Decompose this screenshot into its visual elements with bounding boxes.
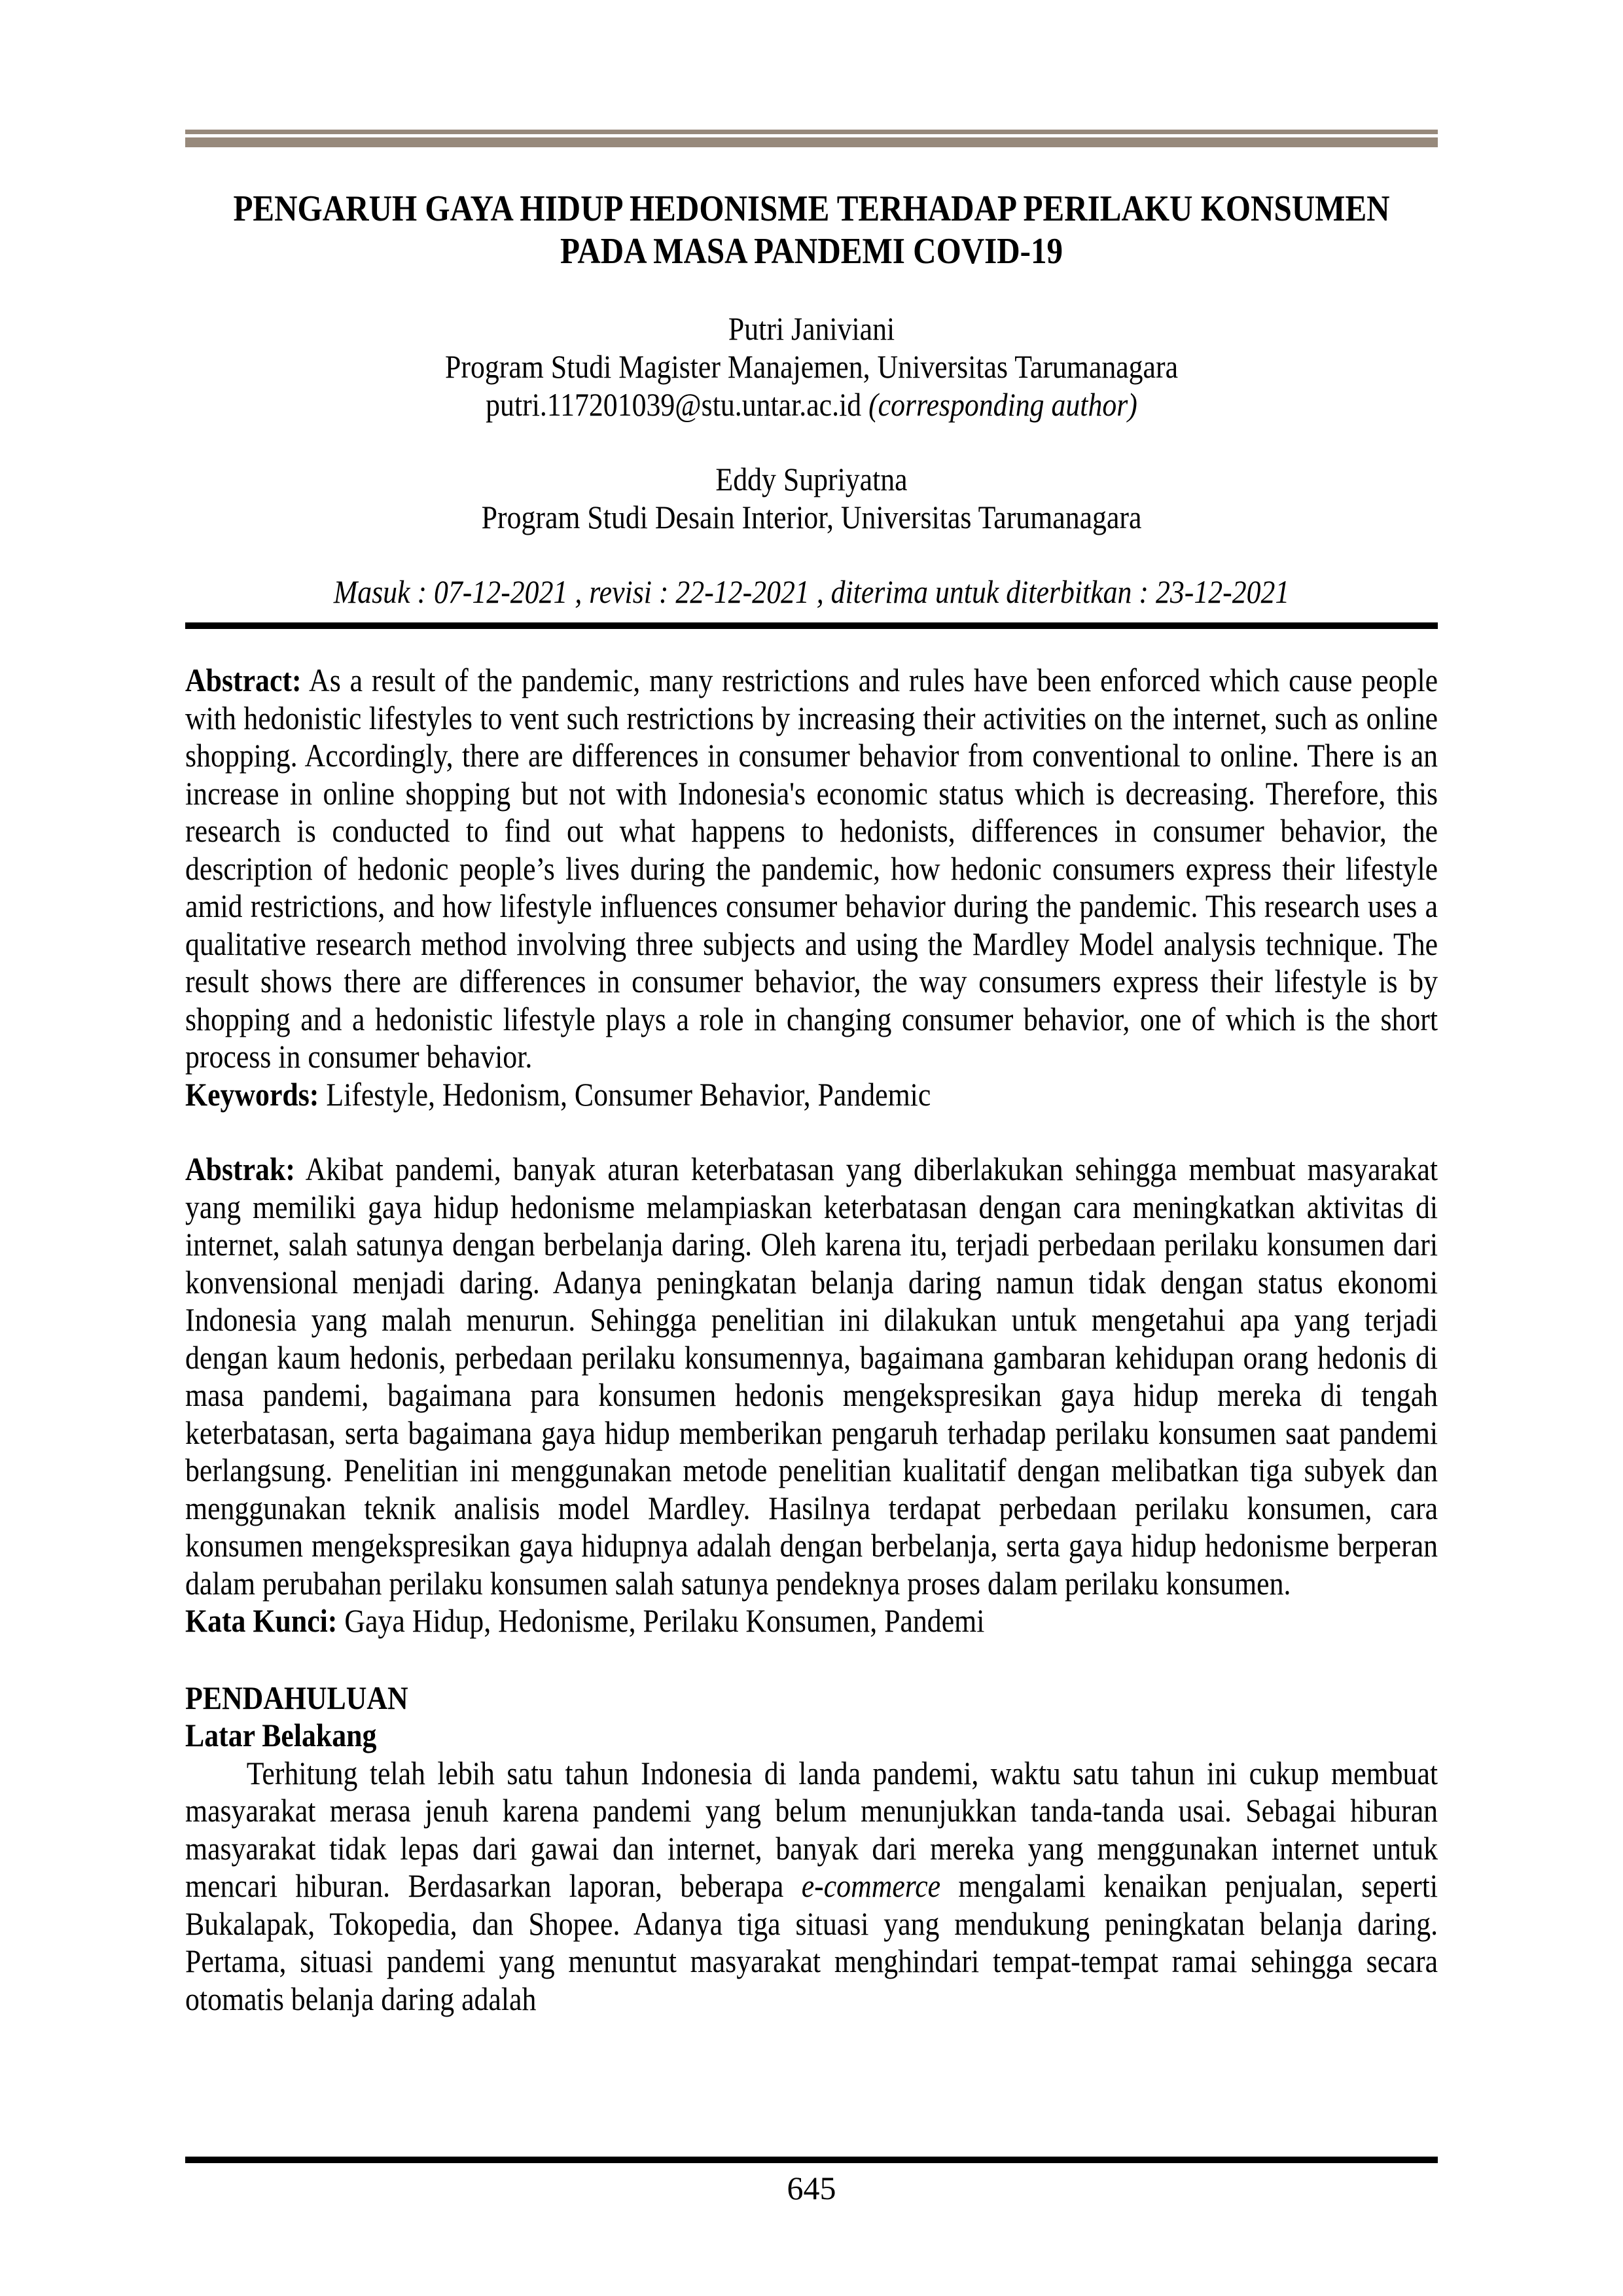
paper-title [185,188,1438,273]
keywords-english: Keywords: Lifestyle, Hedonism, Consumer Behavior, Pandemic [185,1075,931,1113]
subsection-heading-latar-belakang: Latar Belakang [185,1717,377,1753]
page-footer [185,2157,1438,2207]
abstract-english: Abstract: As a result of the pandemic, many restrictions and rules have been enforced which cause people with hedonistic lifestyles to vent such restrictions by increasing their activities on the internet, such as online shopping. Accordingly, there are differences in consumer behavior from conventional to online. There is an increase in online shopping but not with Indonesia's economic status which is decreasing. Therefore, this research is conducted to find out what happens to hedonists, differences in consumer behavior, the description of hedonic people’s lives during the pandemic, how hedonic consumers express their lifestyle amid restrictions, and how lifestyle influences consumer behavior during the pandemic. This research uses a qualitative research method involving three subjects and using the Mardley Model analysis technique. The result shows there are differences in consumer behavior, the way consumers express their lifestyle is by shopping and a hedonistic lifestyle plays a role in changing consumer behavior, one of which is the short process in consumer behavior. [185,662,1438,1075]
submission-history-line: Masuk : 07-12-2021 , revisi : 22-12-2021 , diterima untuk diterbitkan : 23-12-2021 [333,573,1290,610]
author-name-1: Putri Janiviani [728,310,895,347]
page-content [185,0,1438,2018]
abstract-indonesian: Abstrak: Akibat pandemi, banyak aturan keterbatasan yang diberlakukan sehingga membuat masyarakat yang memiliki gaya hidup hedonisme melampiaskan keterbatasan dengan cara meningkatkan aktivitas di internet, salah satunya dengan berbelanja daring. Oleh karena itu, terjadi perbedaan perilaku konsumen dari konvensional menjadi daring. Adanya peningkatan belanja daring namun tidak dengan status ekonomi Indonesia yang malah menurun. Sehingga penelitian ini dilakukan untuk mengetahui apa yang terjadi dengan kaum hedonis, perbedaan perilaku konsumennya, bagaimana gambaran kehidupan orang hedonis di masa pandemi, bagaimana para konsumen hedonis mengekspresikan gaya hidup mereka di tengah keterbatasan, serta bagaimana gaya hidup memberikan pengaruh terhadap perilaku konsumen saat pandemi berlangsung. Penelitian ini menggunakan metode penelitian kualitatif dengan melibatkan tiga subyek dan menggunakan teknik analisis model Mardley. Hasilnya terdapat perbedaan perilaku konsumen, cara konsumen mengekspresikan gaya hidupnya adalah dengan berbelanja, serta gaya hidup hedonisme berperan dalam perubahan perilaku konsumen salah satunya pendeknya proses dalam perilaku konsumen. [185,1151,1438,1602]
author-block-1 [185,310,1438,423]
header-divider-rule [185,622,1438,629]
section-heading-pendahuluan: PENDAHULUAN [185,1679,408,1716]
author-name-2: Eddy Supriyatna [715,461,908,497]
author-affiliation-2: Program Studi Desain Interior, Universitas Tarumanagara [481,499,1142,535]
footer-rule [185,2157,1438,2163]
author-affiliation-1: Program Studi Magister Manajemen, Universitas Tarumanagara [445,348,1179,385]
text-flow [185,188,1438,2018]
masthead-bar-thin [185,130,1438,134]
masthead-bar-thick [185,137,1438,147]
author-email-1: putri.117201039@stu.untar.ac.id (corresponding author) [486,386,1137,423]
paper-title-line-1: PENGARUH GAYA HIDUP HEDONISME TERHADAP PERILAKU KONSUMEN [233,188,1390,229]
page-number: 645 [787,2170,836,2206]
introduction-paragraph: Terhitung telah lebih satu tahun Indonesia di landa pandemi, waktu satu tahun ini cukup membuat masyarakat merasa jenuh karena pandemi yang belum menunjukkan tanda-tanda usai. Sebagai hiburan masyarakat tidak lepas dari gawai dan internet, banyak dari mereka yang menggunakan internet untuk mencari hiburan. Berdasarkan laporan, beberapa e-commerce mengalami kenaikan penjualan, seperti Bukalapak, Tokopedia, dan Shopee. Adanya tiga situasi yang mendukung peningkatan belanja daring. Pertama, situasi pandemi yang menuntut masyarakat menghindari tempat-tempat ramai sehingga secara otomatis belanja daring adalah [185,1754,1438,2017]
keywords-indonesian: Kata Kunci: Gaya Hidup, Hedonisme, Perilaku Konsumen, Pandemi [185,1602,985,1639]
paper-title-line-2: PADA MASA PANDEMI COVID-19 [560,231,1063,272]
author-block-2 [185,460,1438,536]
